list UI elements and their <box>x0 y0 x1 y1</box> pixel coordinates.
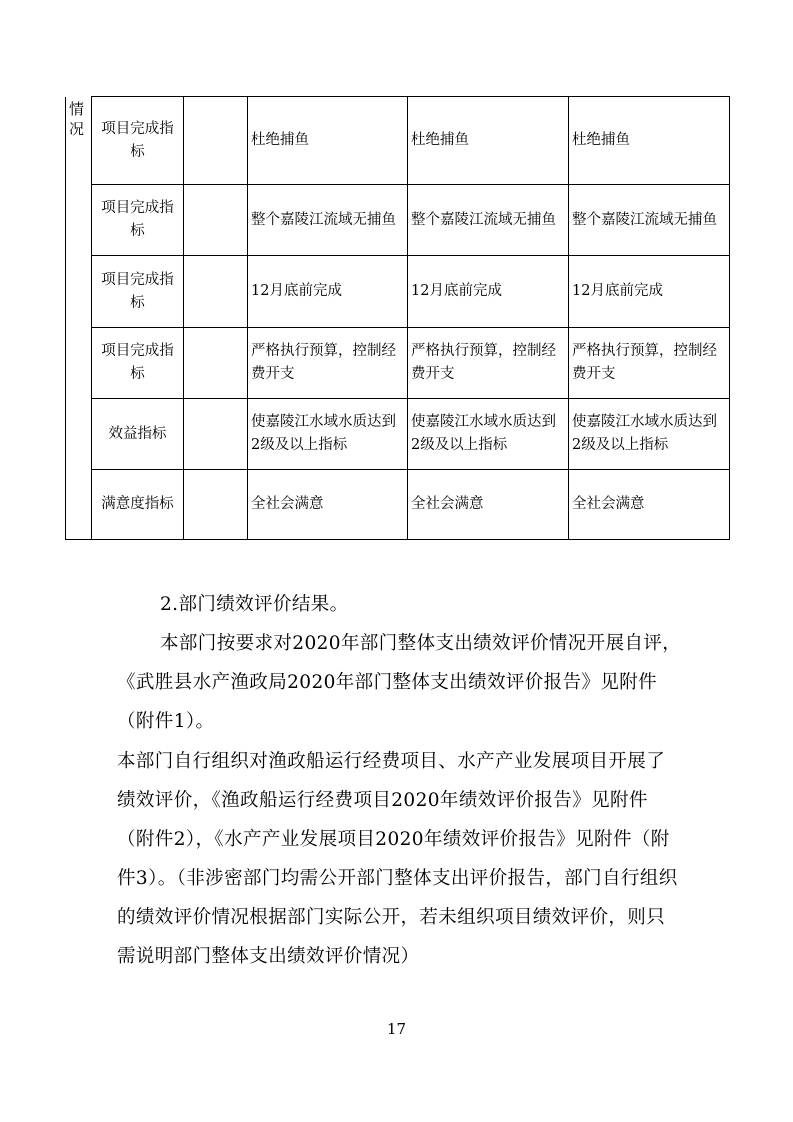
section-heading: 2.部门绩效评价结果。 <box>160 594 349 615</box>
value-cell: 全社会满意 <box>408 470 569 540</box>
value-cell: 严格执行预算，控制经费开支 <box>569 328 730 399</box>
table-row <box>66 399 730 470</box>
value-cell: 杜绝捕鱼 <box>408 97 569 185</box>
table-row <box>66 256 730 328</box>
page-number: 17 <box>386 1020 407 1038</box>
value-cell: 使嘉陵江水域水质达到2级及以上指标 <box>569 399 730 470</box>
indicator-cell: 项目完成指标 <box>92 97 184 185</box>
value-cell: 整个嘉陵江流域无捕鱼 <box>408 185 569 256</box>
value-cell: 12月底前完成 <box>408 256 569 328</box>
blank-cell <box>184 256 248 328</box>
paragraph: 本部门自行组织对渔政船运行经费项目、水产产业发展项目开展了绩效评价，《渔政船运行经费项目2020年绩效评价报告》见附件（附件2），《水产产业发展项目2020年绩效评价报告》见附件（附件3）。（非涉密部门均需公开部门整体支出评价报告，部门自行组织的绩效评价情况根据部门实际公开，若未组织项目绩效评价，则只需说明部门整体支出绩效评价情况） <box>117 751 678 967</box>
table-row <box>66 470 730 540</box>
table-row <box>66 97 730 185</box>
value-cell: 严格执行预算，控制经费开支 <box>248 328 408 399</box>
side-label: 情况 <box>69 99 85 138</box>
performance-table <box>65 96 730 540</box>
indicator-cell: 项目完成指标 <box>92 185 184 256</box>
value-cell: 杜绝捕鱼 <box>248 97 408 185</box>
value-cell: 12月底前完成 <box>569 256 730 328</box>
indicator-cell: 满意度指标 <box>92 470 184 540</box>
table-row <box>66 328 730 399</box>
value-cell: 使嘉陵江水域水质达到2级及以上指标 <box>408 399 569 470</box>
paragraph: 本部门按要求对2020年部门整体支出绩效评价情况开展自评，《武胜县水产渔政局2020年部门整体支出绩效评价报告》见附件（附件1）。 <box>117 633 682 732</box>
table-row <box>66 185 730 256</box>
value-cell: 12月底前完成 <box>248 256 408 328</box>
value-cell: 整个嘉陵江流域无捕鱼 <box>248 185 408 256</box>
side-label-cell <box>66 97 92 540</box>
value-cell: 使嘉陵江水域水质达到2级及以上指标 <box>248 399 408 470</box>
value-cell: 全社会满意 <box>248 470 408 540</box>
value-cell: 整个嘉陵江流域无捕鱼 <box>569 185 730 256</box>
blank-cell <box>184 97 248 185</box>
indicator-cell: 效益指标 <box>92 399 184 470</box>
blank-cell <box>184 328 248 399</box>
blank-cell <box>184 470 248 540</box>
blank-cell <box>184 399 248 470</box>
value-cell: 严格执行预算，控制经费开支 <box>408 328 569 399</box>
blank-cell <box>184 185 248 256</box>
indicator-cell: 项目完成指标 <box>92 256 184 328</box>
value-cell: 全社会满意 <box>569 470 730 540</box>
indicator-cell: 项目完成指标 <box>92 328 184 399</box>
value-cell: 杜绝捕鱼 <box>569 97 730 185</box>
